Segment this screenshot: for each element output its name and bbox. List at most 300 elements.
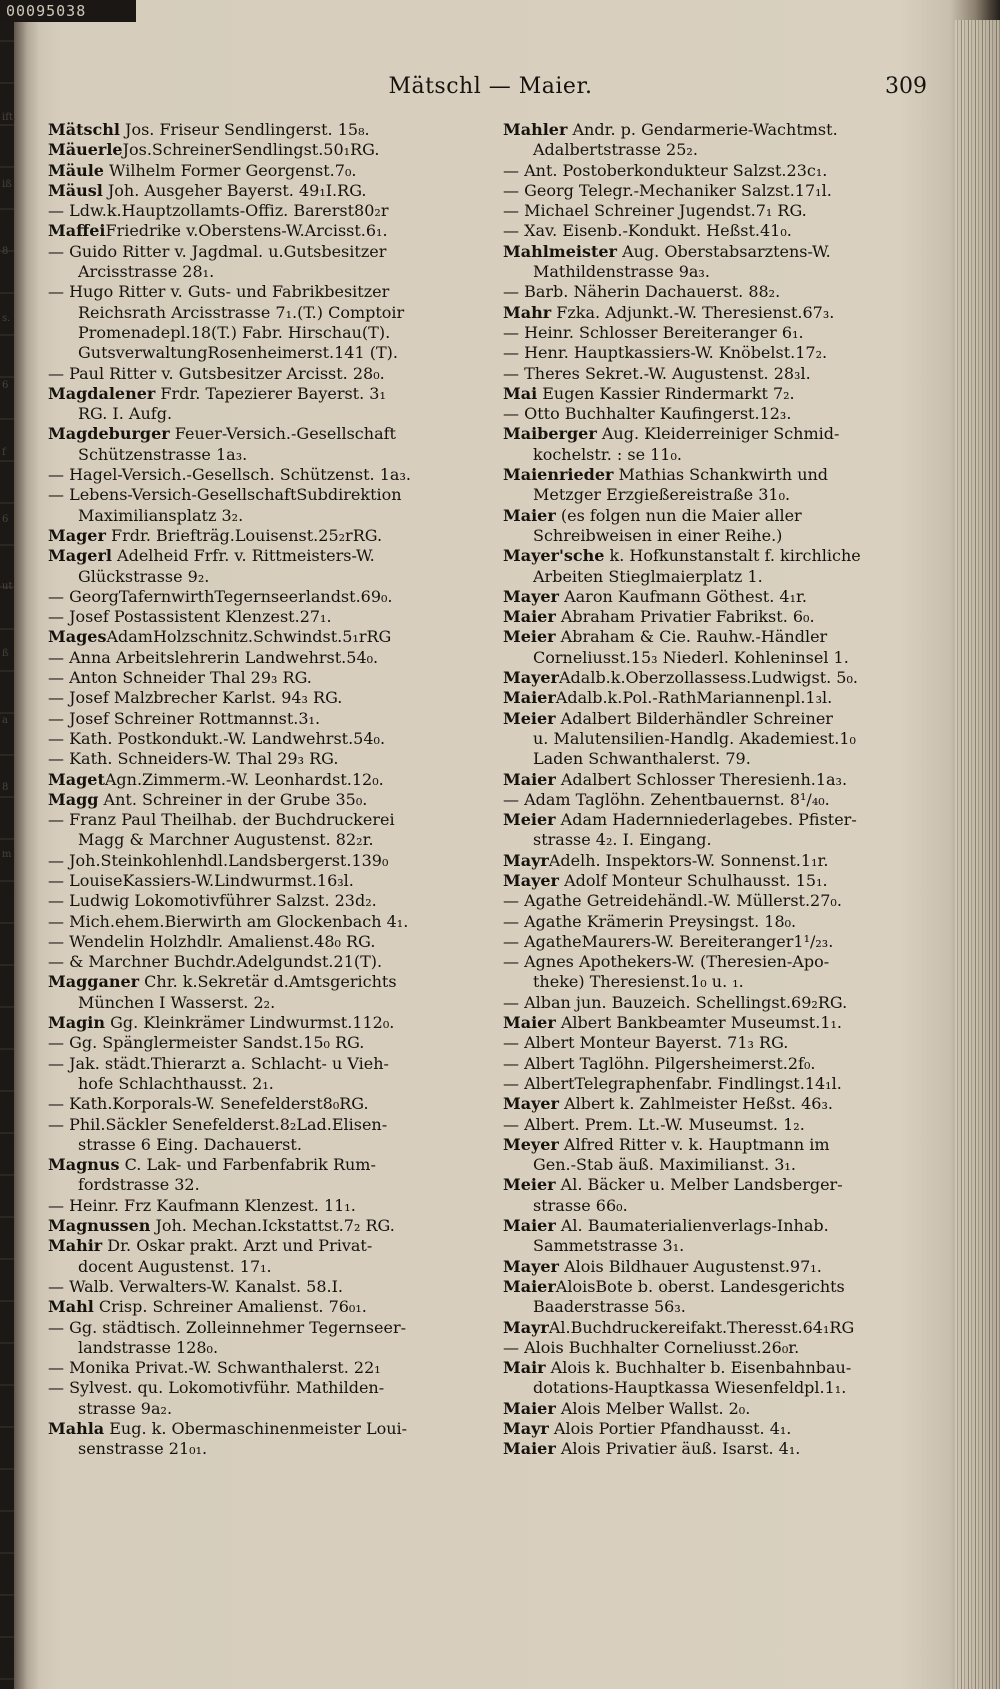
entry-text: Alois Melber Wallst. 2₀.: [555, 1398, 751, 1418]
directory-line: [503, 526, 933, 546]
entry-text: Alois Privatier äuß. Isarst. 4₁.: [555, 1439, 801, 1459]
directory-line: [503, 810, 933, 830]
margin-fragment: ift.: [2, 112, 17, 123]
directory-line: [48, 1399, 478, 1419]
directory-line: [503, 120, 933, 140]
directory-line: [503, 1054, 933, 1074]
entry-text: Wilhelm Former Georgenst.7₀.: [103, 160, 357, 180]
entry-text: Alois k. Buchhalter b. Eisenbahnbau-: [545, 1358, 852, 1378]
entry-text: — Alois Buchhalter Corneliusst.26₀r.: [503, 1337, 800, 1357]
directory-line: [48, 1054, 478, 1074]
entry-text: Al. Bäcker u. Melber Landsberger-: [555, 1175, 843, 1195]
entry-text: theke) Theresienst.1₀ u. ₁.: [533, 972, 744, 992]
surname: Mayer: [503, 1094, 559, 1114]
surname: Maier: [503, 607, 556, 627]
directory-line: [503, 343, 933, 363]
directory-line: [48, 242, 478, 262]
directory-line: [48, 932, 478, 952]
entry-text: — Mich.ehem.Bierwirth am Glockenbach 4₁.: [48, 911, 409, 931]
directory-line: [48, 384, 478, 404]
margin-fragment: f: [2, 447, 6, 458]
surname: Mäusl: [48, 180, 103, 200]
entry-text: strasse 6 Eing. Dachauerst.: [78, 1134, 302, 1154]
entry-text: Alois Portier Pfandhausst. 4₁.: [548, 1419, 792, 1438]
entry-text: Abraham & Cie. Rauhw.-Händler: [555, 627, 828, 647]
surname: Mäuerle: [48, 140, 123, 160]
directory-line: [503, 952, 933, 972]
entry-text: — Ludwig Lokomotivführer Salzst. 23d₂.: [48, 891, 377, 911]
page-number: 309: [885, 74, 927, 99]
directory-line: [48, 343, 478, 363]
entry-text: fordstrasse 32.: [78, 1175, 200, 1195]
surname: Magg: [48, 789, 99, 809]
entry-text: AdamHolzschnitz.Schwindst.5₁rRG: [106, 627, 392, 647]
entry-text: — Wendelin Holzhdlr. Amalienst.48₀ RG.: [48, 931, 376, 951]
directory-line: [48, 1216, 478, 1236]
directory-line: [48, 1074, 478, 1094]
directory-line: [48, 1297, 478, 1317]
margin-fragment: ß: [2, 648, 9, 659]
entry-text: Joh. Ausgeher Bayerst. 49₁I.RG.: [102, 180, 367, 200]
entry-text: — Josef Schreiner Rottmannst.3₁.: [48, 708, 321, 728]
directory-line: [48, 1358, 478, 1378]
margin-fragment: 8: [2, 246, 9, 257]
directory-line: [48, 1419, 478, 1439]
surname: Meier: [503, 1175, 556, 1195]
surname: Magnus: [48, 1155, 120, 1175]
directory-line: [48, 1094, 478, 1114]
margin-fragment: 6: [2, 380, 9, 391]
directory-line: [48, 1175, 478, 1195]
entry-text: — Kath.Korporals-W. Senefelderst8₀RG.: [48, 1094, 369, 1114]
entry-text: Eugen Kassier Rindermarkt 7₂.: [537, 383, 795, 403]
directory-line: [503, 506, 933, 526]
surname: Magin: [48, 1013, 105, 1033]
directory-line: [503, 830, 933, 850]
entry-text: Magg & Marchner Augustenst. 82₂r.: [78, 830, 374, 850]
entry-text: — AgatheMaurers-W. Bereiteranger1¹/₂₃.: [503, 931, 834, 951]
directory-line: [48, 201, 478, 221]
entry-text: — LouiseKassiers-W.Lindwurmst.16₃l.: [48, 870, 354, 890]
surname: Mayer: [503, 1256, 559, 1276]
directory-line: [48, 364, 478, 384]
directory-line: [48, 404, 478, 424]
directory-line: [48, 1338, 478, 1358]
directory-line: [503, 1236, 933, 1256]
directory-line: [48, 526, 478, 546]
directory-line: [503, 1155, 933, 1175]
entry-text: Al.Buchdruckereifakt.Theresst.64₁RG: [548, 1317, 855, 1337]
entry-text: — Sylvest. qu. Lokomotivführ. Mathilden-: [48, 1378, 385, 1398]
entry-text: — Otto Buchhalter Kaufingerst.12₃.: [503, 404, 792, 424]
entry-text: Arcisstrasse 28₁.: [78, 262, 215, 282]
directory-line: [48, 546, 478, 566]
page-header: [48, 74, 933, 108]
directory-line: [503, 607, 933, 627]
entry-text: — Heinr. Schlosser Bereiteranger 6₁.: [503, 322, 804, 342]
directory-line: [503, 749, 933, 769]
directory-line: [503, 303, 933, 323]
surname: Mager: [48, 525, 106, 545]
directory-line: [48, 485, 478, 505]
directory-line: [503, 1378, 933, 1398]
margin-fragment: 8: [2, 782, 9, 793]
directory-line: [503, 1257, 933, 1277]
entry-text: Joh. Mechan.Ickstattst.7₂ RG.: [150, 1216, 395, 1236]
entry-text: Jos. Friseur Sendlingerst. 15₈.: [119, 120, 370, 139]
directory-line: [503, 587, 933, 607]
directory-line: [503, 364, 933, 384]
entry-text: — Albert Taglöhn. Pilgersheimerst.2f₀.: [503, 1053, 816, 1073]
entry-text: Adalbert Bilderhändler Schreiner: [555, 708, 833, 728]
directory-line: [503, 546, 933, 566]
surname: Mäule: [48, 160, 104, 180]
entry-text: — Lebens-Versich-GesellschaftSubdirektion: [48, 485, 402, 505]
surname: Mayer'sche: [503, 546, 605, 566]
entry-text: — Alban jun. Bauzeich. Schellingst.69₂RG.: [503, 992, 848, 1012]
entry-text: — Barb. Näherin Dachauerst. 88₂.: [503, 282, 781, 302]
entry-text: hofe Schlachthausst. 2₁.: [78, 1073, 274, 1093]
entry-text: u. Malutensilien-Handlg. Akademiest.1₀: [533, 728, 856, 748]
directory-line: [48, 1439, 478, 1459]
directory-line: [503, 242, 933, 262]
entry-text: — Joh.Steinkohlenhdl.Landsbergerst.139₀: [48, 850, 389, 870]
left-column: [48, 120, 478, 1460]
directory-line: [503, 282, 933, 302]
directory-line: [503, 567, 933, 587]
directory-page: [48, 74, 933, 1460]
surname: Maier: [503, 1013, 556, 1033]
directory-line: [503, 140, 933, 160]
surname: Mayer: [503, 870, 559, 890]
entry-text: — Guido Ritter v. Jagdmal. u.Gutsbesitzer: [48, 241, 387, 261]
directory-line: [48, 851, 478, 871]
directory-line: [48, 465, 478, 485]
entry-text: — Anna Arbeitslehrerin Landwehrst.54₀.: [48, 647, 379, 667]
entry-text: Crisp. Schreiner Amalienst. 76₀₁.: [93, 1297, 367, 1317]
directory-line: [503, 424, 933, 444]
directory-line: [48, 1378, 478, 1398]
surname: Mayer: [503, 668, 559, 688]
entry-text: — Theres Sekret.-W. Augustenst. 28₃l.: [503, 363, 811, 383]
directory-line: [503, 688, 933, 708]
directory-line: [503, 993, 933, 1013]
directory-line: [503, 770, 933, 790]
entry-text: Fzka. Adjunkt.-W. Theresienst.67₃.: [551, 302, 835, 322]
entry-text: Adalb.k.Oberzollassess.Ludwigst. 5₀.: [558, 668, 858, 688]
directory-line: [48, 668, 478, 688]
entry-text: — Kath. Postkondukt.-W. Landwehrst.54₀.: [48, 728, 386, 748]
surname: Mayr: [503, 1317, 549, 1337]
surname: Magerl: [48, 546, 112, 566]
directory-line: [503, 1399, 933, 1419]
entry-text: Agn.Zimmerm.-W. Leonhardst.12₀.: [104, 769, 384, 789]
directory-line: [503, 1439, 933, 1459]
entry-text: Schreibweisen in einer Reihe.): [533, 525, 783, 545]
surname: Mayr: [503, 850, 549, 870]
entry-text: — Josef Malzbrecher Karlst. 94₃ RG.: [48, 688, 343, 708]
directory-line: [503, 1216, 933, 1236]
directory-line: [48, 648, 478, 668]
entry-text: — Paul Ritter v. Gutsbesitzer Arcisst. 28₀.: [48, 363, 385, 383]
entry-text: — Agathe Getreidehändl.-W. Müllerst.27₀.: [503, 891, 842, 911]
directory-line: [503, 648, 933, 668]
surname: Mayr: [503, 1419, 549, 1438]
directory-line: [48, 972, 478, 992]
entry-text: Jos.SchreinerSendlingst.50₁RG.: [122, 140, 380, 160]
columns: [48, 120, 933, 1460]
directory-line: [48, 729, 478, 749]
directory-line: [48, 709, 478, 729]
entry-text: C. Lak- und Farbenfabrik Rum-: [119, 1155, 376, 1175]
directory-line: [503, 627, 933, 647]
running-title: Mätschl — Maier.: [388, 74, 593, 99]
directory-line: [48, 424, 478, 444]
entry-text: Al. Baumaterialienverlags-Inhab.: [555, 1216, 829, 1236]
entry-text: Alois Bildhauer Augustenst.97₁.: [558, 1256, 822, 1276]
directory-line: [48, 120, 478, 140]
surname: Maier: [503, 505, 556, 525]
entry-text: — Michael Schreiner Jugendst.7₁ RG.: [503, 201, 807, 221]
directory-line: [48, 749, 478, 769]
entry-text: Aug. Kleiderreiniger Schmid-: [596, 424, 840, 444]
directory-line: [48, 282, 478, 302]
directory-line: [503, 1115, 933, 1135]
directory-line: [503, 1135, 933, 1155]
entry-text: Adolf Monteur Schulhausst. 15₁.: [558, 870, 828, 890]
directory-line: [503, 161, 933, 181]
entry-text: — Hagel-Versich.-Gesellsch. Schützenst. 1a₃.: [48, 465, 411, 485]
directory-line: [503, 1297, 933, 1317]
directory-line: [503, 404, 933, 424]
entry-text: Albert Bankbeamter Museumst.1₁.: [555, 1013, 842, 1033]
entry-text: — Henr. Hauptkassiers-W. Knöbelst.17₂.: [503, 343, 828, 363]
entry-text: — GeorgTafernwirthTegernseerlandst.69₀.: [48, 586, 393, 606]
directory-line: [503, 181, 933, 201]
directory-line: [503, 1074, 933, 1094]
entry-text: Adam Hadernniederlagebes. Pfister-: [555, 810, 857, 830]
surname: Maget: [48, 769, 105, 789]
directory-line: [48, 1236, 478, 1256]
directory-line: [48, 688, 478, 708]
directory-line: [48, 323, 478, 343]
directory-line: [48, 790, 478, 810]
entry-text: — Josef Postassistent Klenzest.27₁.: [48, 607, 332, 627]
entry-text: landstrasse 128₀.: [78, 1337, 219, 1357]
entry-text: (es folgen nun die Maier aller: [555, 505, 802, 525]
entry-text: Gg. Kleinkrämer Lindwurmst.112₀.: [104, 1013, 395, 1033]
directory-line: [503, 1033, 933, 1053]
surname: Mahla: [48, 1419, 105, 1438]
directory-line: [48, 810, 478, 830]
entry-text: Eug. k. Obermaschinenmeister Loui-: [104, 1419, 408, 1438]
surname: Meier: [503, 810, 556, 830]
entry-text: Corneliusst.15₃ Niederl. Kohleninsel 1.: [533, 647, 849, 667]
entry-text: Adalb.k.Pol.-RathMariannenpl.1₃l.: [555, 688, 833, 708]
surname: Mayer: [503, 586, 559, 606]
surname: Maiberger: [503, 424, 597, 444]
directory-line: [503, 445, 933, 465]
entry-text: senstrasse 21₀₁.: [78, 1439, 208, 1459]
entry-text: — Gg. Spänglermeister Sandst.15₀ RG.: [48, 1033, 365, 1053]
directory-line: [48, 627, 478, 647]
directory-line: [48, 993, 478, 1013]
entry-text: — Ant. Postoberkondukteur Salzst.23c₁.: [503, 160, 828, 180]
entry-text: München I Wasserst. 2₂.: [78, 992, 276, 1012]
surname: Maier: [503, 688, 556, 708]
entry-text: Baaderstrasse 56₃.: [533, 1297, 686, 1317]
directory-line: [48, 567, 478, 587]
directory-line: [503, 851, 933, 871]
directory-line: [48, 830, 478, 850]
entry-text: Arbeiten Stieglmaierplatz 1.: [533, 566, 763, 586]
margin-fragment: ut: [2, 581, 13, 592]
entry-text: Frdr. Briefträg.Louisenst.25₂rRG.: [105, 525, 383, 545]
entry-text: — Ldw.k.Hauptzollamts-Offiz. Barerst80₂r: [48, 201, 389, 221]
entry-text: GutsverwaltungRosenheimerst.141 (T).: [78, 343, 398, 363]
entry-text: — Kath. Schneiders-W. Thal 29₃ RG.: [48, 749, 339, 769]
directory-line: [503, 1094, 933, 1114]
directory-line: [48, 1155, 478, 1175]
entry-text: Chr. k.Sekretär d.Amtsgerichts: [139, 972, 397, 992]
entry-text: — Monika Privat.-W. Schwanthalerst. 22₁: [48, 1358, 381, 1378]
entry-text: Adelh. Inspektors-W. Sonnenst.1₁r.: [548, 850, 829, 870]
directory-line: [503, 668, 933, 688]
entry-text: Mathildenstrasse 9a₃.: [533, 262, 710, 282]
directory-line: [48, 506, 478, 526]
entry-text: Abraham Privatier Fabrikst. 6₀.: [555, 607, 815, 627]
surname: Maier: [503, 1276, 556, 1296]
entry-text: Dr. Oskar prakt. Arzt und Privat-: [102, 1236, 373, 1256]
entry-text: — Agnes Apothekers-W. (Theresien-Apo-: [503, 952, 830, 972]
directory-line: [48, 161, 478, 181]
directory-line: [48, 262, 478, 282]
surname: Meier: [503, 627, 556, 647]
directory-line: [48, 1115, 478, 1135]
entry-text: Aug. Oberstabsarztens-W.: [616, 241, 831, 261]
directory-line: [503, 485, 933, 505]
entry-text: Glückstrasse 9₂.: [78, 566, 210, 586]
entry-text: — Hugo Ritter v. Guts- und Fabrikbesitzer: [48, 282, 390, 302]
surname: Maier: [503, 1398, 556, 1418]
surname: Mahl: [48, 1297, 94, 1317]
surname: Maier: [503, 1216, 556, 1236]
directory-line: [503, 790, 933, 810]
directory-line: [503, 323, 933, 343]
directory-line: [48, 607, 478, 627]
surname: Mai: [503, 383, 538, 403]
entry-text: Feuer-Versich.-Gesellschaft: [169, 424, 396, 444]
directory-line: [48, 1013, 478, 1033]
directory-line: [503, 871, 933, 891]
directory-line: [48, 303, 478, 323]
directory-line: [503, 891, 933, 911]
entry-text: Promenadepl.18(T.) Fabr. Hirschau(T).: [78, 322, 391, 342]
directory-line: [503, 262, 933, 282]
directory-line: [48, 221, 478, 241]
surname: Magnussen: [48, 1216, 151, 1236]
directory-line: [503, 1196, 933, 1216]
directory-line: [503, 912, 933, 932]
entry-text: — Jak. städt.Thierarzt a. Schlacht- u Vieh-: [48, 1053, 389, 1073]
entry-text: RG. I. Aufg.: [78, 404, 173, 424]
entry-text: — Georg Telegr.-Mechaniker Salzst.17₁l.: [503, 180, 832, 200]
directory-line: [48, 1318, 478, 1338]
directory-line: [503, 221, 933, 241]
entry-text: Maximiliansplatz 3₂.: [78, 505, 244, 525]
surname: Magganer: [48, 972, 140, 992]
directory-line: [503, 709, 933, 729]
directory-line: [503, 1277, 933, 1297]
surname: Mahir: [48, 1236, 103, 1256]
margin-fragment: 6: [2, 514, 9, 525]
directory-line: [48, 770, 478, 790]
directory-line: [48, 912, 478, 932]
margin-fragment: iß: [2, 179, 12, 190]
directory-line: [48, 871, 478, 891]
entry-text: strasse 9a₂.: [78, 1398, 173, 1418]
entry-text: Adalbert Schlosser Theresienh.1a₃.: [555, 769, 848, 789]
directory-line: [503, 1419, 933, 1439]
right-column: [503, 120, 933, 1460]
entry-text: — Adam Taglöhn. Zehentbauernst. 8¹/₄₀.: [503, 789, 830, 809]
surname: Mahlmeister: [503, 241, 617, 261]
surname: Magdalener: [48, 383, 156, 403]
surname: Mätschl: [48, 120, 120, 139]
directory-line: [503, 972, 933, 992]
surname: Mahr: [503, 302, 552, 322]
directory-line: [48, 952, 478, 972]
entry-text: docent Augustenst. 17₁.: [78, 1256, 272, 1276]
surname: Mair: [503, 1358, 546, 1378]
entry-text: Aaron Kaufmann Göthest. 4₁r.: [558, 586, 807, 606]
entry-text: k. Hofkunstanstalt f. kirchliche: [604, 546, 861, 566]
entry-text: strasse 4₂. I. Eingang.: [533, 830, 712, 850]
surname: Meyer: [503, 1134, 559, 1154]
entry-text: Friedrike v.Oberstens-W.Arcisst.6₁.: [105, 221, 388, 241]
entry-text: — Franz Paul Theilhab. der Buchdruckerei: [48, 810, 395, 830]
entry-text: — Phil.Säckler Senefelderst.8₂Lad.Elisen-: [48, 1114, 388, 1134]
entry-text: — Agathe Krämerin Preysingst. 18₀.: [503, 911, 797, 931]
entry-text: Sammetstrasse 3₁.: [533, 1236, 685, 1256]
surname: Maier: [503, 1439, 556, 1459]
entry-text: Frdr. Tapezierer Bayerst. 3₁: [155, 383, 386, 403]
surname: Magdeburger: [48, 424, 170, 444]
entry-text: — AlbertTelegraphenfabr. Findlingst.14₁l.: [503, 1073, 842, 1093]
entry-text: Reichsrath Arcisstrasse 7₁.(T.) Comptoir: [78, 302, 405, 322]
directory-line: [48, 1196, 478, 1216]
entry-text: Andr. p. Gendarmerie-Wachtmst.: [567, 120, 838, 139]
entry-text: — Xav. Eisenb.-Kondukt. Heßst.41₀.: [503, 221, 792, 241]
entry-text: — Gg. städtisch. Zolleinnehmer Tegernseer-: [48, 1317, 406, 1337]
margin-fragment: s.: [2, 313, 11, 324]
surname: Mahler: [503, 120, 568, 139]
directory-line: [503, 932, 933, 952]
entry-text: Mathias Schankwirth und: [613, 465, 829, 485]
entry-text: Adalbertstrasse 25₂.: [533, 140, 698, 160]
directory-line: [503, 1175, 933, 1195]
directory-line: [48, 1135, 478, 1155]
directory-line: [48, 1257, 478, 1277]
entry-text: — Anton Schneider Thal 29₃ RG.: [48, 668, 312, 688]
directory-line: [503, 384, 933, 404]
surname: Mages: [48, 627, 107, 647]
surname: Meier: [503, 708, 556, 728]
page-stack-edge: [955, 20, 1000, 1689]
directory-line: [503, 465, 933, 485]
entry-text: Gen.-Stab äuß. Maximilianst. 3₁.: [533, 1155, 796, 1175]
directory-line: [48, 445, 478, 465]
